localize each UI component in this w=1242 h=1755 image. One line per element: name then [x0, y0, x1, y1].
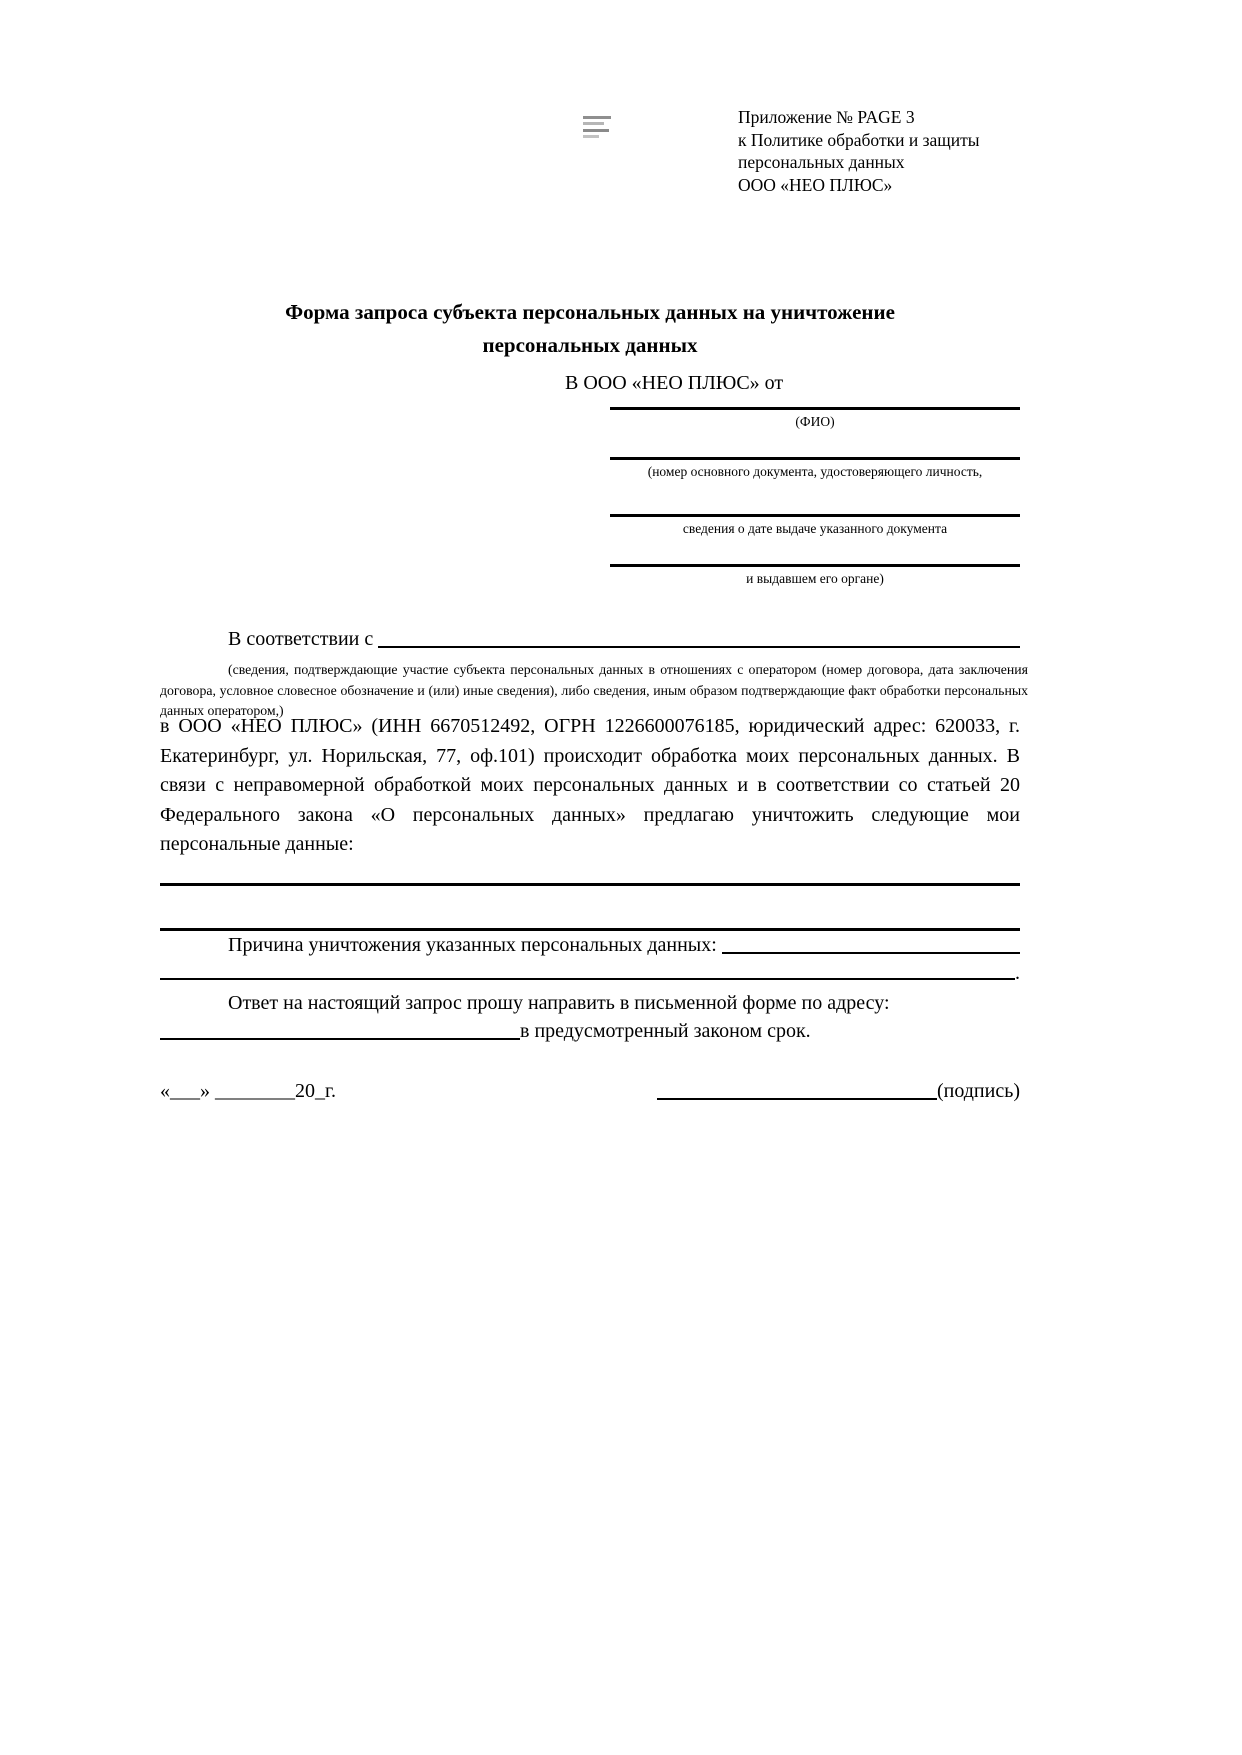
signature-group — [657, 1080, 1020, 1103]
body-paragraph: в ООО «НЕО ПЛЮС» (ИНН 6670512492, ОГРН 1226600076185, юридический адрес: 620033, г. Екатеринбург, ул. Норильская, 77, оф.101) происходит обработка моих персональных данных. В связи с неправомерной обработкой моих персональных данных и в соответствии со статьей 20 Федерального закона «О персональных данных» предлагаю уничтожить следующие мои персональные данные: — [160, 715, 1020, 855]
blank-line-1 — [160, 883, 1020, 886]
signature-caption: (подпись) — [936, 1080, 1020, 1102]
date-line: «___» ________20_г. — [160, 1080, 336, 1102]
appendix-line: к Политике обработки и защиты — [738, 129, 980, 150]
reason-continuation-line — [160, 962, 1020, 985]
form-title-line1: Форма запроса субъекта персональных данных на уничтожение — [285, 300, 895, 324]
reply-line: Ответ на настоящий запрос прошу направить в письменной форме по адресу: — [228, 992, 890, 1014]
date-signature-row — [160, 1080, 1020, 1103]
document-number-blank-line — [610, 434, 1020, 460]
fine-print-note: (сведения, подтверждающие участие субъекта персональных данных в отношениях с оператором (номер договора, дата заключения договора, условное словесное обозначение и (или) иные сведения), либо сведения, иным образом подтверждающие факт обработки персональных данных оператором,) — [160, 662, 1028, 718]
issuing-authority-caption: и выдавшем его органе) — [746, 571, 884, 586]
appendix-line: Приложение № PAGE 3 — [738, 107, 915, 127]
reason-continuation-blank-line — [160, 978, 1015, 980]
issue-date-field — [610, 491, 1020, 537]
accordance-prefix: В соответствии с — [228, 628, 379, 650]
reason-label: Причина уничтожения указанных персональных данных: — [228, 934, 722, 956]
reply-address-line — [160, 1020, 1020, 1043]
accordance-blank-line — [378, 646, 1020, 648]
embedded-object-icon — [583, 114, 611, 140]
fio-field — [610, 384, 1020, 430]
issuing-authority-field — [610, 541, 1020, 587]
appendix-line: ООО «НЕО ПЛЮС» — [738, 174, 893, 195]
fio-caption: (ФИО) — [795, 414, 835, 429]
document-number-field — [610, 434, 1020, 480]
appendix-note — [738, 106, 1038, 196]
accordance-line — [160, 628, 1020, 651]
blank-line-2 — [160, 928, 1020, 931]
reply-suffix: в предусмотренный законом срок. — [520, 1020, 811, 1042]
period-mark: . — [1015, 962, 1020, 984]
form-title-line2: персональных данных — [482, 333, 698, 357]
signature-blank-line — [657, 1098, 937, 1100]
issue-date-caption: сведения о дате выдаче указанного документа — [682, 521, 948, 536]
address-blank-line — [160, 1038, 520, 1040]
reason-line — [160, 934, 1020, 957]
fio-blank-line — [610, 384, 1020, 410]
form-title — [160, 296, 1020, 362]
reason-blank-line — [722, 952, 1020, 954]
appendix-line: персональных данных — [738, 152, 905, 172]
document-number-caption: (номер основного документа, удостоверяющего личность, — [647, 464, 983, 479]
addressee-line: В ООО «НЕО ПЛЮС» от — [565, 372, 784, 394]
issuing-authority-blank-line — [610, 541, 1020, 567]
issue-date-blank-line — [610, 491, 1020, 517]
